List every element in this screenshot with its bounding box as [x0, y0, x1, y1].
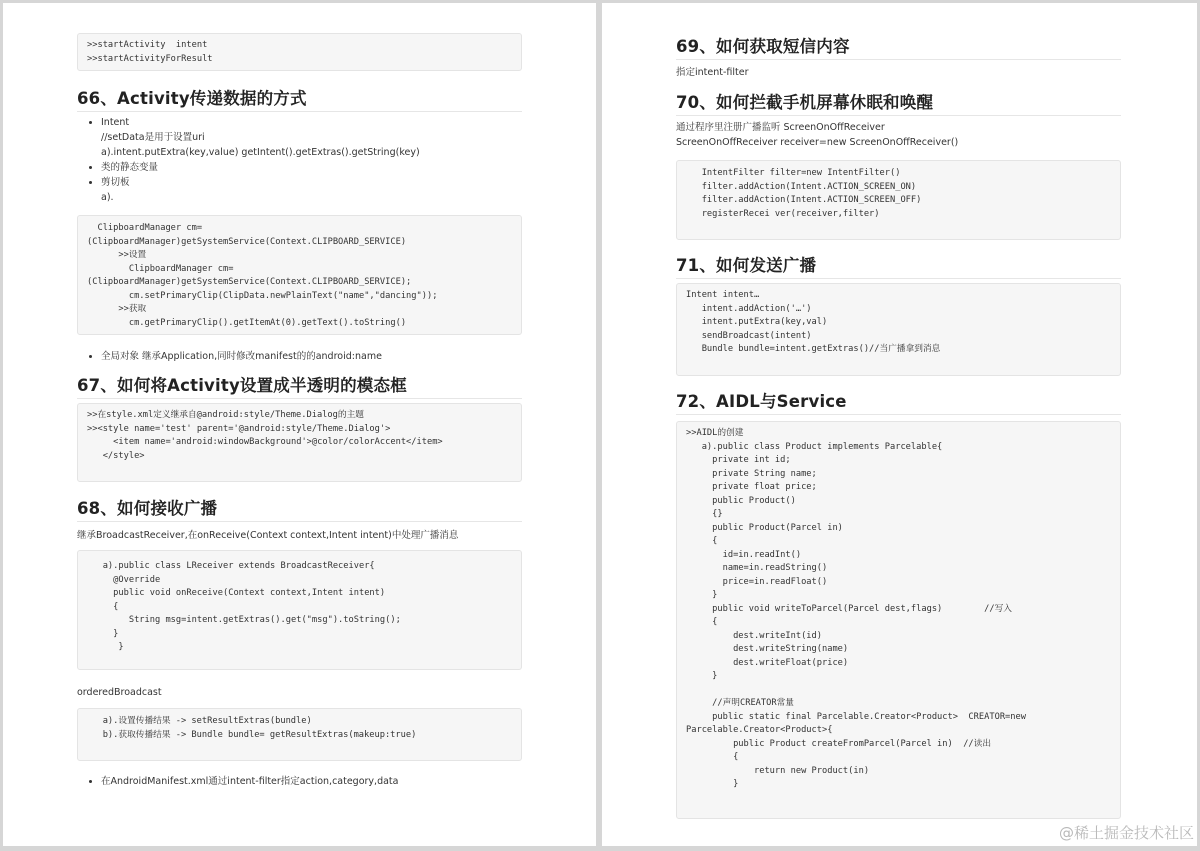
section-70-text: 通过程序里注册广播监听 ScreenOnOffReceiver ScreenOnOffReceiver receiver=new ScreenOnOffReceiver() [676, 122, 959, 148]
section-66-list-2 [77, 349, 522, 364]
code-block-clipboard: ClipboardManager cm= (ClipboardManager)getSystemService(Context.CLIPBOARD_SERVICE) >>设置 ClipboardManager cm= (ClipboardManager)getSystemService(Context.CLIPBOARD_SERVICE); cm.setPrimaryClip(ClipData.newPlainText("name","dancing")); >>获取 cm.getPrimaryClip().getItemAt(0).getText().toString() [77, 215, 522, 335]
section-68-list [77, 774, 522, 789]
section-70-title: 70、如何拦截手机屏幕休眠和唤醒 [676, 89, 1121, 116]
right-page [602, 3, 1197, 846]
section-68-text: 继承BroadcastReceiver,在onReceive(Context context,Intent intent)中处理广播消息 [77, 530, 459, 541]
section-68-title: 68、如何接收广播 [77, 495, 522, 522]
left-page [3, 3, 596, 846]
section-66-list [77, 115, 522, 205]
section-71-title: 71、如何发送广播 [676, 252, 1121, 279]
watermark: @稀土掘金技术社区 [1058, 824, 1194, 842]
section-66-title: 66、Activity传递数据的方式 [77, 85, 522, 112]
list-item: • 全局对象 继承Application,同时修改manifest的的android:name [101, 349, 522, 364]
code-block-screen-filter: IntentFilter filter=new IntentFilter() filter.addAction(Intent.ACTION_SCREEN_ON) filter.addAction(Intent.ACTION_SCREEN_OFF) registerRecei ver(receiver,filter) [676, 160, 1121, 240]
code-block-send-broadcast: Intent intent… intent.addAction('…') intent.putExtra(key,val) sendBroadcast(intent) Bundle bundle=intent.getExtras()//当广播拿到消息 [676, 283, 1121, 376]
code-block-dialog-theme: >>在style.xml定义继承自@android:style/Theme.Dialog的主题 >><style name='test' parent='@android:style/Theme.Dialog'> <item name='android:windowBackground'>@color/colorAccent</item> </style> [77, 403, 522, 482]
list-item: • Intent //setData是用于设置uri a).intent.putExtra(key,value) getIntent().getExtras().getString(key) [101, 115, 522, 160]
ordered-broadcast-text: orderedBroadcast [77, 687, 162, 698]
section-69-text: 指定intent-filter [676, 67, 749, 78]
section-72-title: 72、AIDL与Service [676, 388, 1121, 415]
code-block-receiver: a).public class LReceiver extends BroadcastReceiver{ @Override public void onReceive(Context context,Intent intent) { String msg=intent.getExtras().get("msg").toString(); } } [77, 550, 522, 670]
code-block-result-extras: a).设置传播结果 -> setResultExtras(bundle) b).获取传播结果 -> Bundle bundle= getResultExtras(makeup:true) [77, 708, 522, 761]
list-item: • 在AndroidManifest.xml通过intent-filter指定action,category,data [101, 774, 522, 789]
section-69-title: 69、如何获取短信内容 [676, 33, 1121, 60]
section-67-title: 67、如何将Activity设置成半透明的模态框 [77, 372, 522, 399]
code-block-aidl: >>AIDL的创建 a).public class Product implements Parcelable{ private int id; private String name; private float price; public Product() {} public Product(Parcel in) { id=in.readInt() name=in.readString() price=in.readFloat() } public void writeToParcel(Parcel dest,flags) //写入 { dest.writeInt(id) dest.writeString(name) dest.writeFloat(price) } //声明CREATOR常量 public static final Parcelable.Creator<Product> CREATOR=new Parcelable.Creator<Product>{ public Product createFromParcel(Parcel in) //读出 { return new Product(in) } [676, 421, 1121, 819]
list-item: • 类的静态变量 [101, 160, 522, 175]
code-block-startactivity: >>startActivity intent >>startActivityForResult [77, 33, 522, 71]
list-item: • 剪切板 a). [101, 175, 522, 205]
